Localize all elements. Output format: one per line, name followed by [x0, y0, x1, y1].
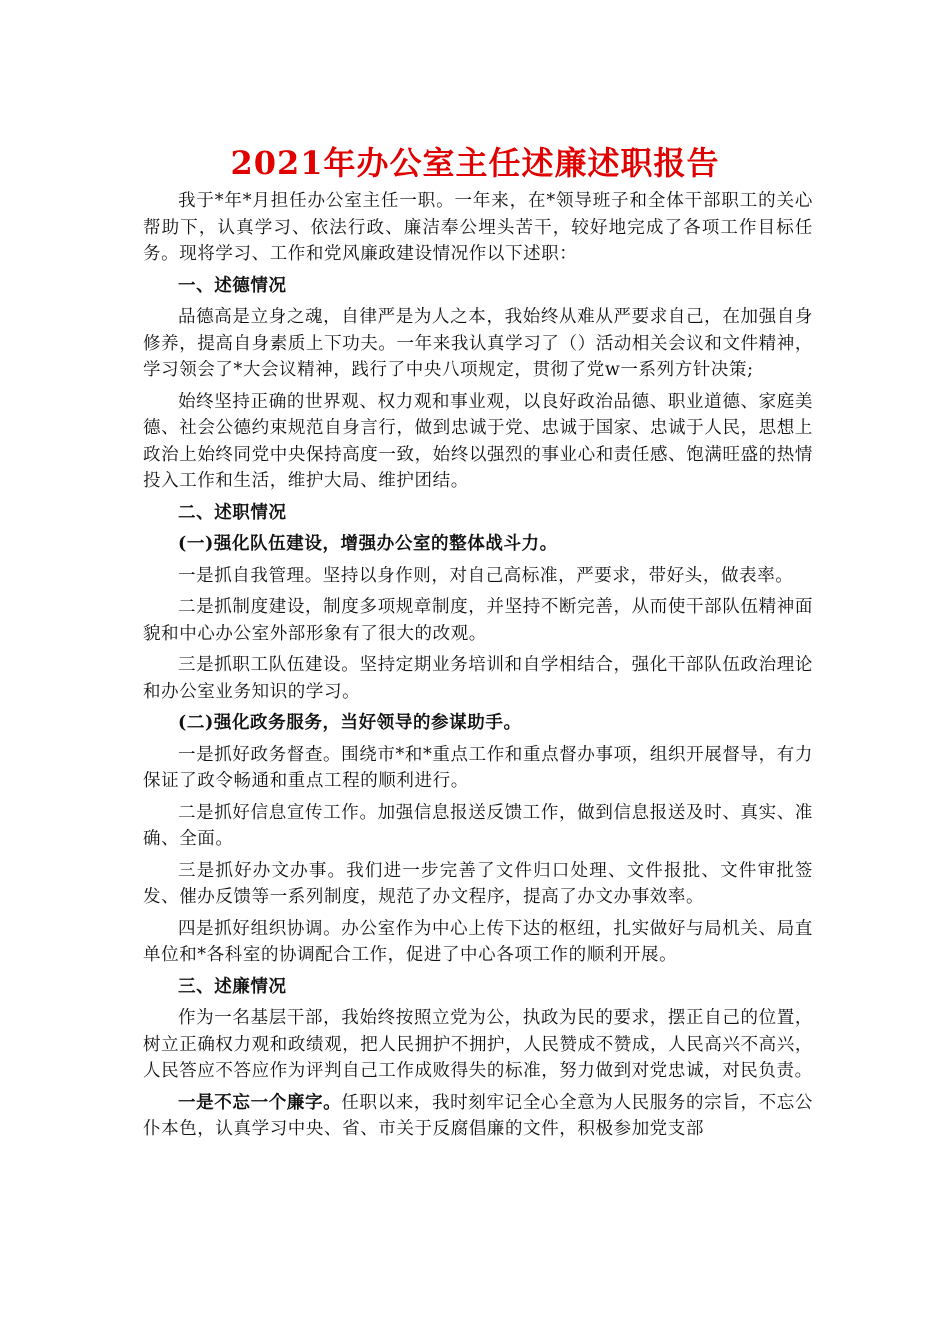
document-body	[143, 188, 813, 1148]
section-heading-3: 三、述廉情况	[178, 976, 287, 997]
subsection1-paragraph-3: 三是抓职工队伍建设。坚持定期业务培训和自学相结合，强化干部队伍政治理论和办公室业务知识的学习。	[143, 655, 813, 702]
section3-paragraph-1: 作为一名基层干部，我始终按照立党为公，执政为民的要求，摆正自己的位置，树立正确权力观和政绩观，把人民拥护不拥护，人民赞成不赞成，人民高兴不高兴，人民答应不答应作为评判自己工作成败得失的标准，努力做到对党忠诚，对民负责。	[143, 1008, 813, 1081]
subsection-heading-2: (二)强化政务服务，当好领导的参谋助手。	[178, 713, 522, 733]
section1-paragraph-2: 始终坚持正确的世界观、权力观和事业观，以良好政治品德、职业道德、家庭美德、社会公德约束规范自身言行，做到忠诚于党、忠诚于国家、忠诚于人民，思想上政治上始终同党中央保持高度一致，始终以强烈的事业心和责任感、饱满旺盛的热情投入工作和生活，维护大局、维护团结。	[143, 391, 813, 491]
section1-paragraph-1: 品德高是立身之魂，自律严是为人之本，我始终从难从严要求自己，在加强自身修养，提高自身素质上下功夫。一年来我认真学习了（）活动相关会议和文件精神，学习领会了*大会议精神，践行了中央八项规定，贯彻了党w一系列方针决策;	[143, 307, 813, 380]
subsection2-paragraph-1: 一是抓好政务督查。围绕市*和*重点工作和重点督办事项，组织开展督导，有力保证了政令畅通和重点工程的顺利进行。	[143, 744, 813, 791]
subsection1-paragraph-1: 一是抓自我管理。坚持以身作则，对自己高标准，严要求，带好头，做表率。	[178, 565, 794, 586]
section3-paragraph-2	[143, 1090, 813, 1143]
section-heading-1: 一、述德情况	[178, 275, 287, 296]
intro-paragraph: 我于*年*月担任办公室主任一职。一年来，在*领导班子和全体干部职工的关心帮助下，认真学习、依法行政、廉洁奉公埋头苦干，较好地完成了各项工作目标任务。现将学习、工作和党风廉政建设情况作以下述职：	[143, 191, 813, 264]
section-heading-2: 二、述职情况	[178, 502, 287, 523]
document-title: 2021年办公室主任述廉述职报告	[230, 144, 720, 182]
section3-lead-phrase: 一是不忘一个廉字。	[178, 1092, 342, 1113]
section3-paragraph-2-text: 任职以来，我时刻牢记全心全意为人民服务的宗旨，不忘公仆本色，认真学习中央、省、市关于反腐倡廉的文件，积极参加党支部	[143, 1092, 813, 1139]
subsection2-paragraph-2: 二是抓好信息宣传工作。加强信息报送反馈工作，做到信息报送及时、真实、准确、全面。	[143, 802, 813, 849]
subsection1-paragraph-2: 二是抓制度建设，制度多项规章制度，并坚持不断完善，从而使干部队伍精神面貌和中心办公室外部形象有了很大的改观。	[143, 597, 813, 644]
subsection2-paragraph-4: 四是抓好组织协调。办公室作为中心上传下达的枢纽，扎实做好与局机关、局直单位和*各科室的协调配合工作，促进了中心各项工作的顺利开展。	[143, 918, 813, 965]
subsection2-paragraph-3: 三是抓好办文办事。我们进一步完善了文件归口处理、文件报批、文件审批签发、催办反馈等一系列制度，规范了办文程序，提高了办文办事效率。	[143, 860, 813, 907]
subsection-heading-1: (一)强化队伍建设，增强办公室的整体战斗力。	[178, 534, 558, 554]
